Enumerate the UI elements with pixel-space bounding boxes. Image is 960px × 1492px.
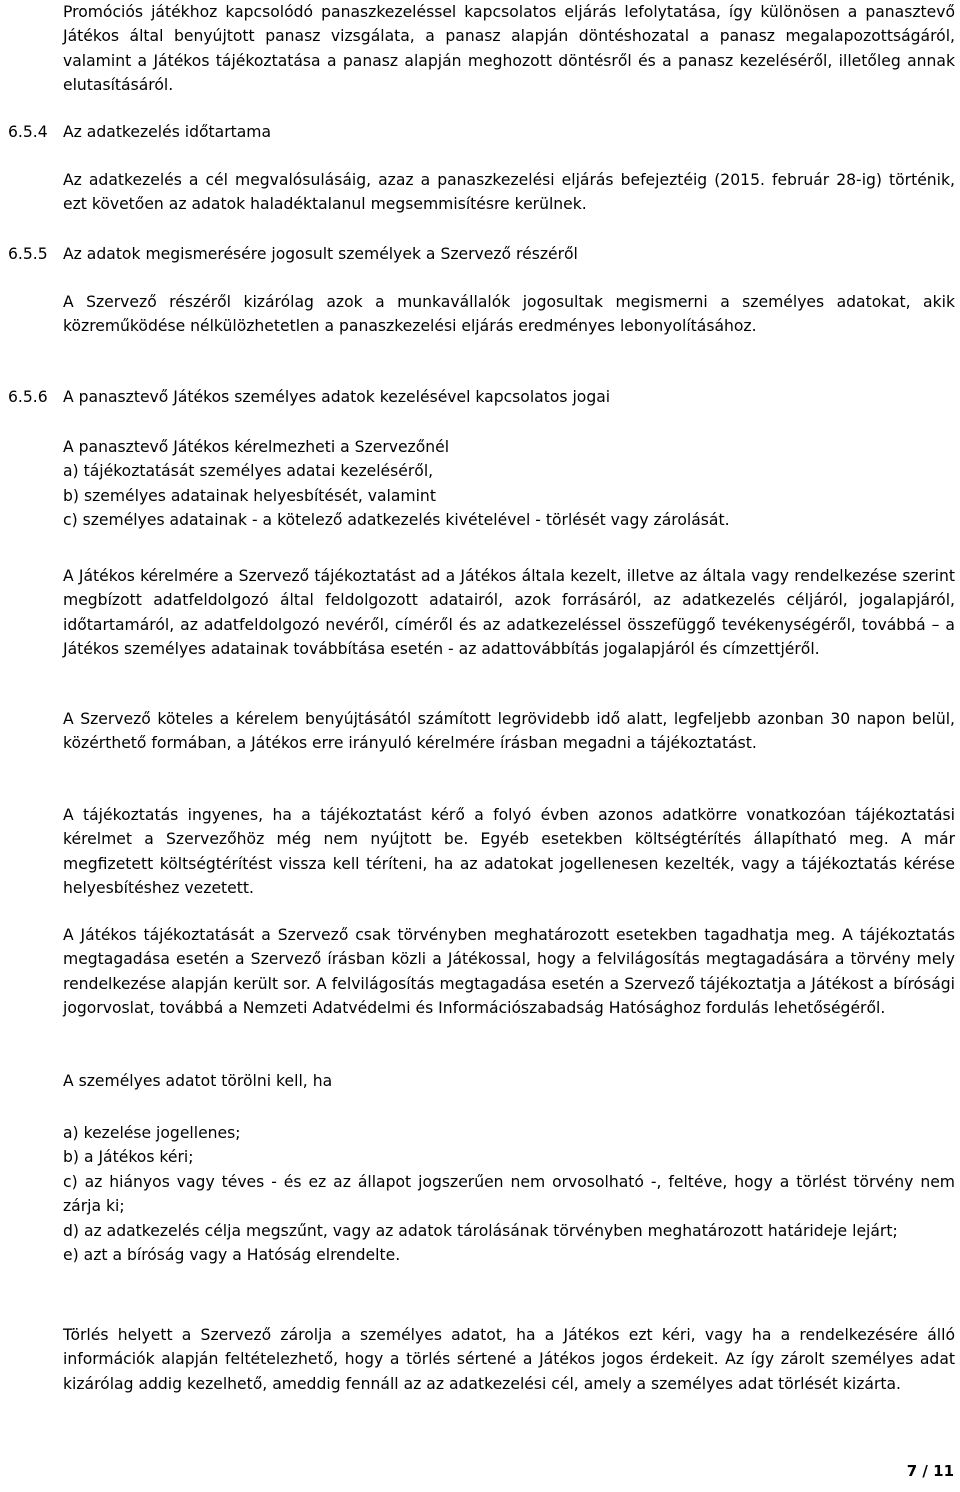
fee-paragraph: A tájékoztatás ingyenes, ha a tájékoztatást kérő a folyó évben azonos adatkörre vonatkozóan tájékoztatási kérelmet a Szervezőhöz még nem nyújtott be. Egyéb esetekben költségtérítés állapítható meg. A már megfizetett költségtérítést vissza kell téríteni, ha az adatokat jogellenesen kezelték, vagy a tájékoztatás kérése helyesbítéshez vezetett.: [63, 806, 955, 898]
deletion-list: [63, 1121, 955, 1267]
deletion-intro: A személyes adatot törölni kell, ha: [63, 1072, 333, 1090]
rights-intro: A panasztevő Játékos kérelmezheti a Szervezőnél: [63, 438, 450, 456]
section-title: A panasztevő Játékos személyes adatok kezelésével kapcsolatos jogai: [63, 388, 611, 406]
intro-paragraph: Promóciós játékhoz kapcsolódó panaszkezeléssel kapcsolatos eljárás lefolytatása, így különösen a panasztevő Játékos által benyújtott panasz vizsgálata, a panasz alapján döntéshozatal a panasz megalapozottságáról, valamint a Játékos tájékoztatása a panasz alapján meghozott döntésről és a panasz kezeléséről, illetőleg annak elutasításáról.: [63, 3, 955, 95]
blocking-paragraph: Törlés helyett a Szervező zárolja a személyes adatot, ha a Játékos ezt kéri, vagy ha a rendelkezésére álló információk alapján feltételezhető, hogy a törlés sértené a Játékos jogos érdekeit. Az így zárolt személyes adat kizárólag addig kezelhető, ameddig fennáll az az adatkezelési cél, amely a személyes adat törlését kizárta.: [63, 1326, 955, 1393]
section-title: Az adatok megismerésére jogosult személyek a Szervező részéről: [63, 245, 578, 263]
list-item: d) az adatkezelés célja megszűnt, vagy az adatok tárolásának törvényben meghatározott határideje lejárt;: [63, 1221, 898, 1240]
rights-list: [63, 435, 955, 533]
section-title: Az adatkezelés időtartama: [63, 123, 272, 141]
section-6-5-5-body: A Szervező részéről kizárólag azok a munkavállalók jogosultak megismerni a személyes adatokat, akik közreműködése nélkülözhetetlen a panaszkezelési eljárás eredményes lebonyolításához.: [63, 293, 955, 336]
section-6-5-4-body: Az adatkezelés a cél megvalósulásáig, azaz a panaszkezelési eljárás befejeztéig (2015. február 28-ig) történik, ezt követően az adatok haladéktalanul megsemmisítésre kerülnek.: [63, 171, 955, 214]
refusal-paragraph: A Játékos tájékoztatását a Szervező csak törvényben meghatározott esetekben tagadhatja meg. A tájékoztatás megtagadása esetén a Szervező írásban közli a Játékossal, hogy a felvilágosítás megtagadására a törvény mely rendelkezése alapján került sor. A felvilágosítás megtagadása esetén a Szervező tájékoztatja a Játékost a bírósági jogorvoslat, továbbá a Nemzeti Adatvédelmi és Információszabadság Hatósághoz fordulás lehetőségéről.: [63, 926, 955, 1018]
information-request-paragraph: A Játékos kérelmére a Szervező tájékoztatást ad a Játékos általa kezelt, illetve az általa vagy rendelkezése szerint megbízott adatfeldolgozó által feldolgozott adatairól, azok forrásáról, az adatkezelés céljáról, jogalapjáról, időtartamáról, az adatfeldolgozó nevéről, címéről és az adatkezeléssel összefüggő tevékenységéről, továbbá – a Játékos személyes adatainak továbbítása esetén - az adattovábbítás jogalapjáról és címzettjéről.: [63, 567, 955, 659]
section-number: 6.5.6: [8, 388, 48, 406]
section-number: 6.5.4: [8, 123, 48, 141]
section-6-5-6-heading: [8, 385, 611, 409]
list-item: e) azt a bíróság vagy a Hatóság elrendelte.: [63, 1246, 401, 1265]
list-item: b) személyes adatainak helyesbítését, valamint: [63, 486, 436, 505]
section-6-5-4-heading: [8, 120, 272, 144]
list-item: c) személyes adatainak - a kötelező adatkezelés kivételével - törlését vagy zárolását.: [63, 511, 730, 530]
list-item: a) tájékoztatását személyes adatai kezeléséről,: [63, 462, 434, 481]
section-number: 6.5.5: [8, 245, 48, 263]
list-item: b) a Játékos kéri;: [63, 1148, 194, 1167]
list-item: c) az hiányos vagy téves - és ez az állapot jogszerűen nem orvosolható -, feltéve, hogy a törlést törvény nem zárja ki;: [63, 1172, 955, 1216]
section-6-5-5-heading: [8, 242, 578, 266]
list-item: a) kezelése jogellenes;: [63, 1124, 241, 1142]
deadline-paragraph: A Szervező köteles a kérelem benyújtásától számított legrövidebb idő alatt, legfeljebb azonban 30 napon belül, közérthető formában, a Játékos erre irányuló kérelmére írásban megadni a tájékoztatást.: [63, 710, 955, 753]
page-number: 7 / 11: [906, 1462, 954, 1480]
